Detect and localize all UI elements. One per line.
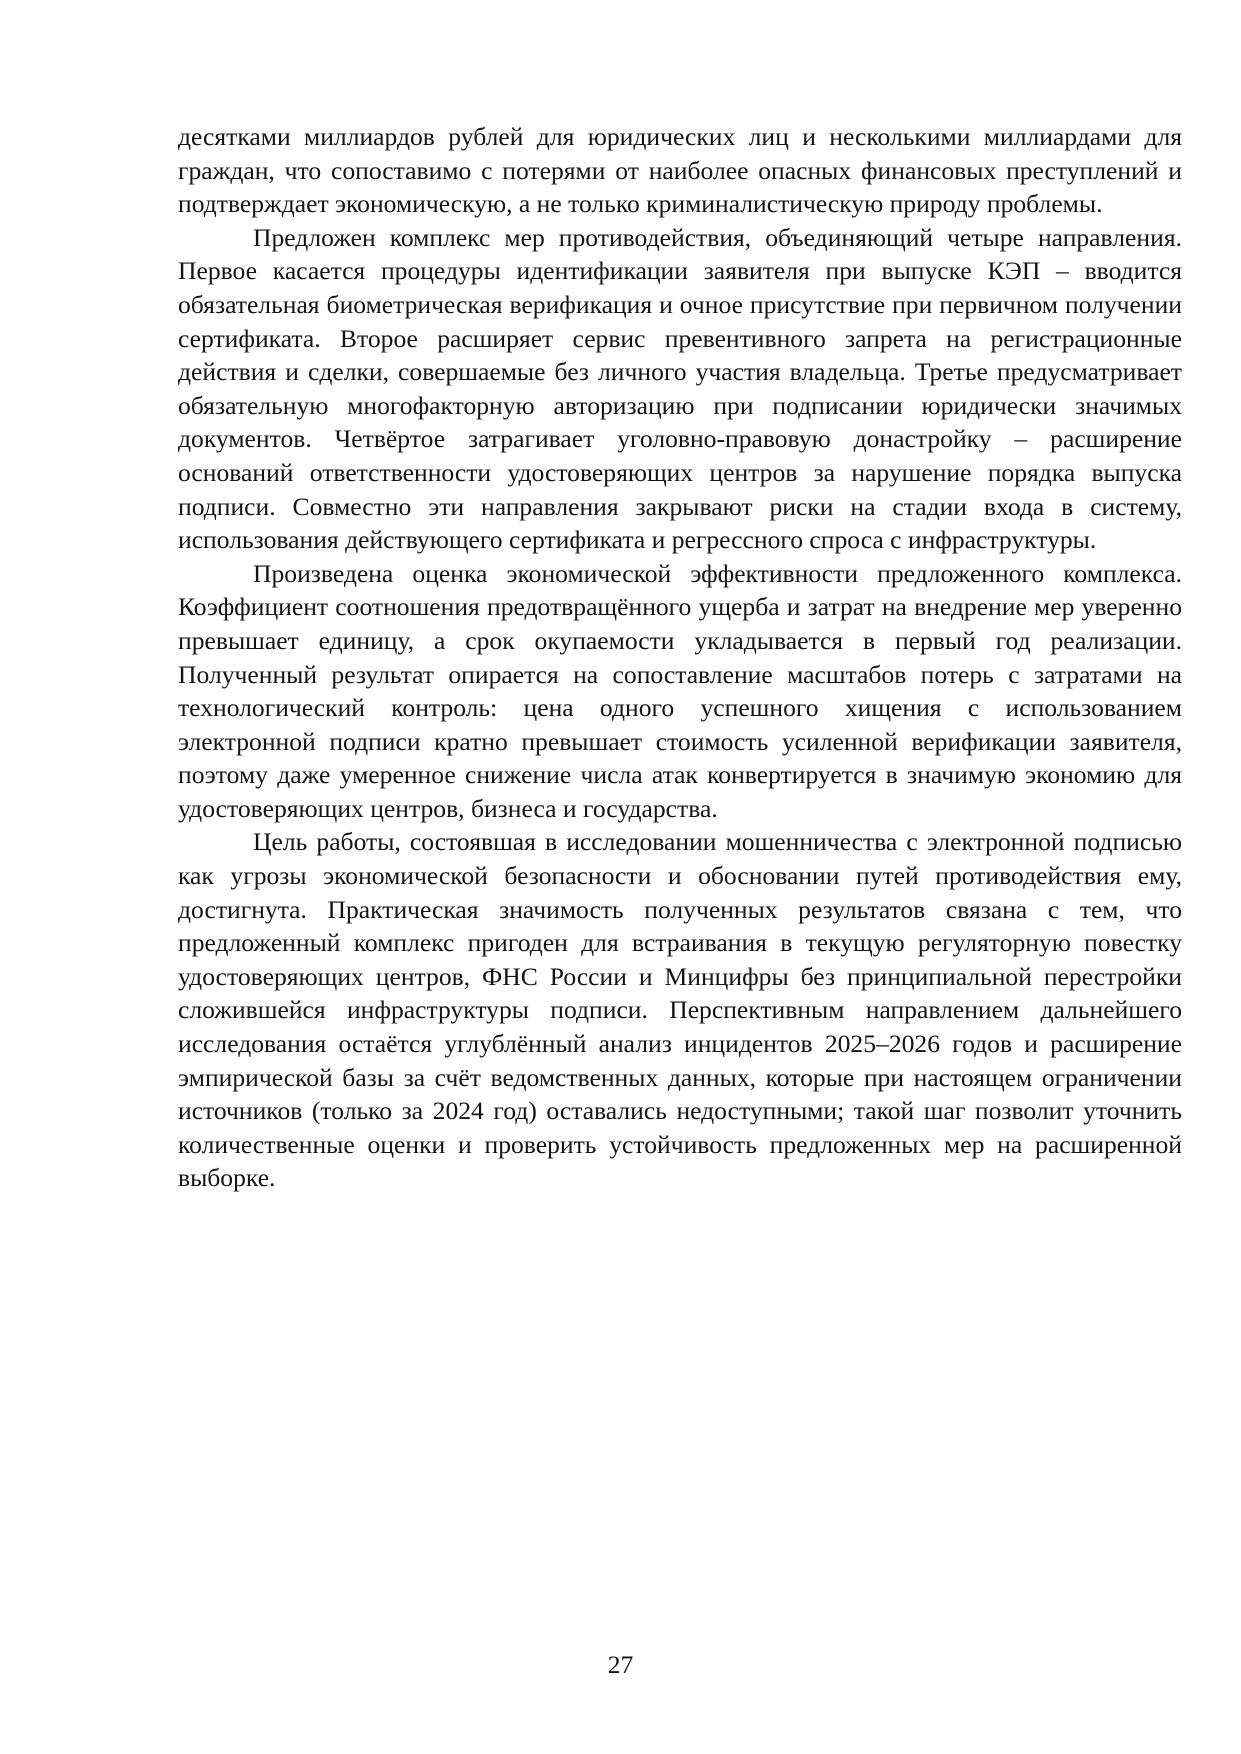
document-body bbox=[178, 120, 1182, 1195]
paragraph-economic-efficiency: Произведена оценка экономической эффективности предложенного комплекса. Коэффициент соотношения предотвращённого ущерба и затрат на внедрение мер уверенно превышает единицу, а срок окупаемости укладывается в первый год реализации. Полученный результат опирается на сопоставление масштабов потерь с затратами на технологический контроль: цена одного успешного хищения с использованием электронной подписи кратно превышает стоимость усиленной верификации заявителя, поэтому даже умеренное снижение числа атак конвертируется в значимую экономию для удостоверяющих центров, бизнеса и государства. bbox=[178, 558, 1182, 823]
paragraph-conclusion: Цель работы, состоявшая в исследовании мошенничества с электронной подписью как угрозы экономической безопасности и обосновании путей противодействия ему, достигнута. Практическая значимость полученных результатов связана с тем, что предложенный комплекс пригоден для встраивания в текущую регуляторную повестку удостоверяющих центров, ФНС России и Минцифры без принципиальной перестройки сложившейся инфраструктуры подписи. Перспективным направлением дальнейшего исследования остаётся углублённый анализ инцидентов 2025–2026 годов и расширение эмпирической базы за счёт ведомственных данных, которые при настоящем ограничении источников (только за 2024 год) оставались недоступными; такой шаг позволит уточнить количественные оценки и проверить устойчивость предложенных мер на расширенной выборке. bbox=[178, 827, 1182, 1193]
paragraph-continuation: десятками миллиардов рублей для юридических лиц и несколькими миллиардами для граждан, что сопоставимо с потерями от наиболее опасных финансовых преступлений и подтверждает экономическую, а не только криминалистическую природу проблемы. bbox=[178, 122, 1182, 219]
page-number: 27 bbox=[607, 1650, 634, 1679]
paragraph-countermeasures: Предложен комплекс мер противодействия, объединяющий четыре направления. Первое касается процедуры идентификации заявителя при выпуске КЭП – вводится обязательная биометрическая верификация и очное присутствие при первичном получении сертификата. Второе расширяет сервис превентивного запрета на регистрационные действия и сделки, совершаемые без личного участия владельца. Третье предусматривает обязательную многофакторную авторизацию при подписании юридически значимых документов. Четвёртое затрагивает уголовно-правовую донастройку – расширение оснований ответственности удостоверяющих центров за нарушение порядка выпуска подписи. Совместно эти направления закрывают риски на стадии входа в систему, использования действующего сертификата и регрессного спроса с инфраструктуры. bbox=[178, 222, 1182, 555]
